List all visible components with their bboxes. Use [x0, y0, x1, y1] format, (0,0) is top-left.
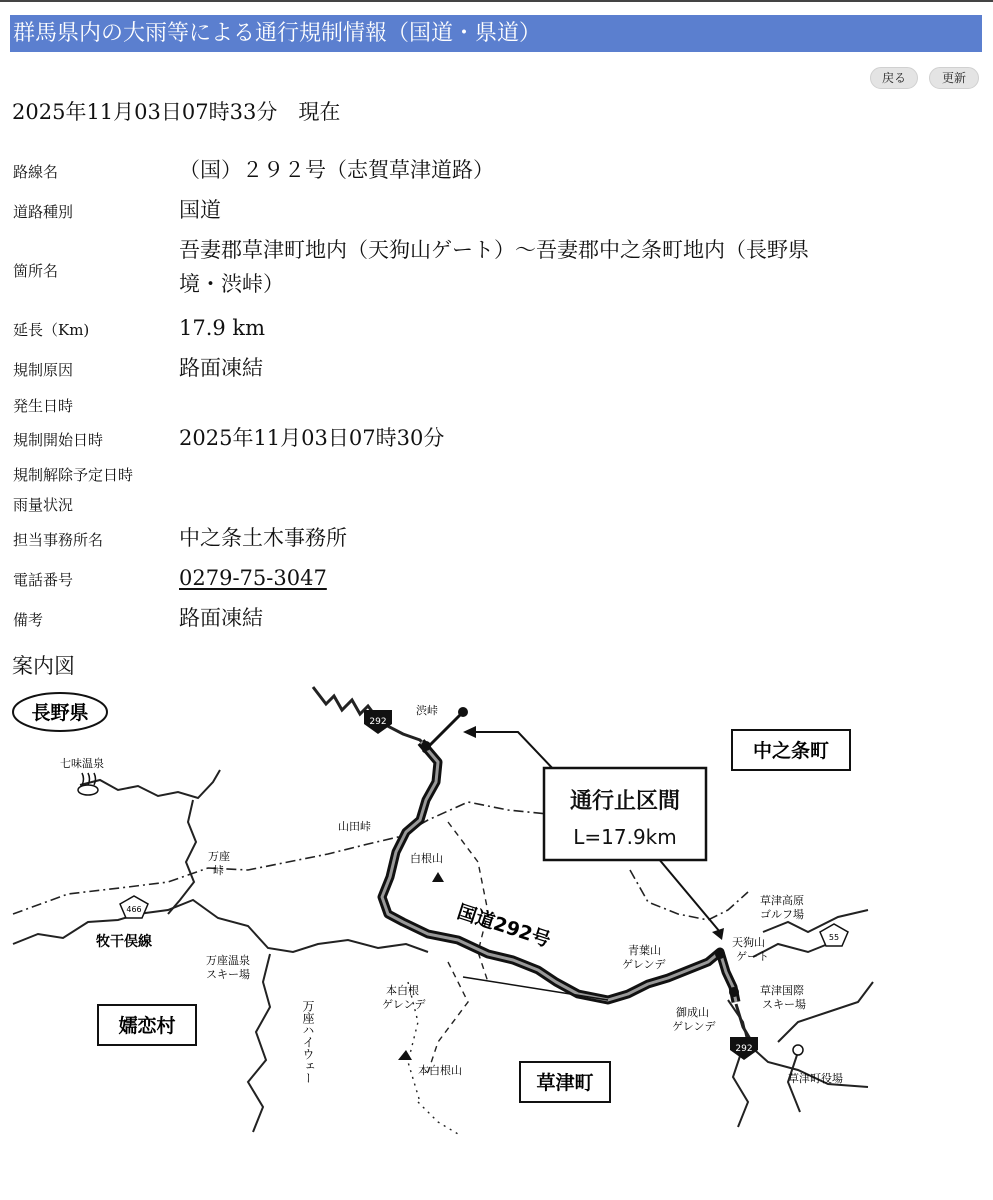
river-line: [13, 900, 428, 952]
manza-ski-label-1: 万座温泉: [206, 954, 250, 967]
shield292-north: 292: [369, 717, 387, 727]
nagano-label: 長野県: [31, 702, 89, 724]
tenguyama-gate-dot: [729, 987, 739, 997]
closure-arrow: [470, 732, 556, 772]
location-value: 吾妻郡草津町地内（天狗山ゲート）～吾妻郡中之条町地内（長野県境・渋峠）: [179, 238, 809, 296]
phone-label: 電話番号: [13, 571, 74, 589]
road-type-value: 国道: [179, 198, 221, 222]
planned-end-label: 規制解除予定日時: [13, 466, 134, 484]
location-label: 箇所名: [13, 262, 59, 280]
manza-ski-label-2: スキー場: [206, 968, 250, 981]
boundary-line: [428, 962, 468, 1072]
boundary-line: [418, 1102, 458, 1134]
road-type-label: 道路種別: [13, 203, 74, 221]
length-value: 17.9 km: [179, 316, 266, 340]
guide-map-heading: 案内図: [12, 654, 75, 678]
pointer-line: [463, 977, 608, 1000]
route-name-label: 路線名: [13, 163, 59, 181]
closure-arrow: [658, 858, 720, 932]
cause-label: 規制原因: [13, 361, 74, 379]
shibutoge-dot: [421, 741, 431, 751]
motoshirane-ski-label-2: ゲレンデ: [382, 998, 426, 1011]
kusatsu-golf-label-1: 草津高原: [760, 894, 804, 907]
closure-arrow-head: [463, 726, 476, 738]
closure-title: 通行止区間: [569, 789, 681, 814]
tenguyama-label-1: 天狗山: [732, 936, 765, 949]
rainfall-label: 雨量状況: [13, 496, 74, 514]
shield55: 55: [828, 933, 840, 942]
nakanojo-label: 中之条町: [752, 740, 830, 762]
shield292-south: 292: [735, 1044, 753, 1054]
back-button[interactable]: 戻る: [870, 67, 918, 89]
start-value: 2025年11月03日07時30分: [179, 426, 445, 450]
top-border: [0, 0, 993, 2]
kusatsu-ski-label-2: スキー場: [762, 998, 806, 1011]
remarks-value: 路面凍結: [179, 606, 263, 630]
gozayama-label-1: 御成山: [676, 1006, 709, 1019]
shiraneyama-label: 白根山: [410, 852, 443, 865]
remarks-label: 備考: [13, 611, 44, 629]
town-office-icon: [793, 1045, 803, 1055]
motoshirane-label: 本白根山: [418, 1064, 462, 1077]
refresh-button[interactable]: 更新: [929, 67, 979, 89]
shichimi-label: 七味温泉: [60, 757, 104, 770]
manza-highway-label: 万座ハイウェー: [301, 1000, 315, 1084]
mountain-icon: [432, 872, 444, 882]
closure-length: L=17.9km: [573, 825, 677, 849]
motoshirane-ski-label-1: 本白根: [386, 984, 419, 997]
length-label: 延長（Km): [13, 321, 90, 339]
phone-value: [179, 561, 327, 595]
start-label: 規制開始日時: [13, 431, 104, 449]
page-title: 群馬県内の大雨等による通行規制情報（国道・県道）: [10, 15, 982, 52]
river-line: [80, 770, 220, 798]
office-label: 担当事務所名: [13, 531, 104, 549]
shibutoge-dot: [458, 707, 468, 717]
current-datetime: 2025年11月03日07時33分 現在: [12, 100, 341, 124]
guide-map: [8, 682, 878, 1142]
river-line: [733, 1047, 748, 1127]
town-office-label: 草津町役場: [788, 1072, 843, 1085]
river-line: [168, 800, 196, 914]
gozayama-label-2: ゲレンデ: [672, 1020, 716, 1033]
yamadatoge-label: 山田峠: [338, 820, 371, 833]
shield466: 466: [126, 905, 142, 914]
kusatsu-label: 草津町: [536, 1072, 594, 1094]
route-name-value: （国）２９２号（志賀草津道路）: [179, 158, 494, 182]
cause-value: 路面凍結: [179, 356, 263, 380]
route292-label: 国道292号: [454, 900, 554, 952]
kusatsu-golf-label-2: ゴルフ場: [760, 908, 804, 921]
phone-link[interactable]: 0279-75-3047: [179, 566, 327, 590]
mountain-icon: [398, 1050, 412, 1060]
tenguyama-gate-dot: [715, 949, 725, 959]
manzatoge-label-1: 万座: [208, 850, 230, 863]
tsumagoi-label: 嬬恋村: [118, 1015, 176, 1037]
river-line: [248, 954, 270, 1132]
aobayama-label-2: ゲレンデ: [622, 958, 666, 971]
shibutoge-label: 渋峠: [416, 704, 438, 717]
occurred-label: 発生日時: [13, 397, 74, 415]
aobayama-label-1: 青葉山: [628, 944, 661, 957]
tenguyama-label-2: ゲート: [736, 950, 769, 963]
kusatsu-ski-label-1: 草津国際: [760, 984, 804, 997]
bokushi-label: 牧干俣線: [96, 934, 152, 950]
office-value: 中之条土木事務所: [179, 526, 347, 550]
manzatoge-label-2: 峠: [213, 864, 224, 877]
boundary-line: [13, 802, 548, 914]
